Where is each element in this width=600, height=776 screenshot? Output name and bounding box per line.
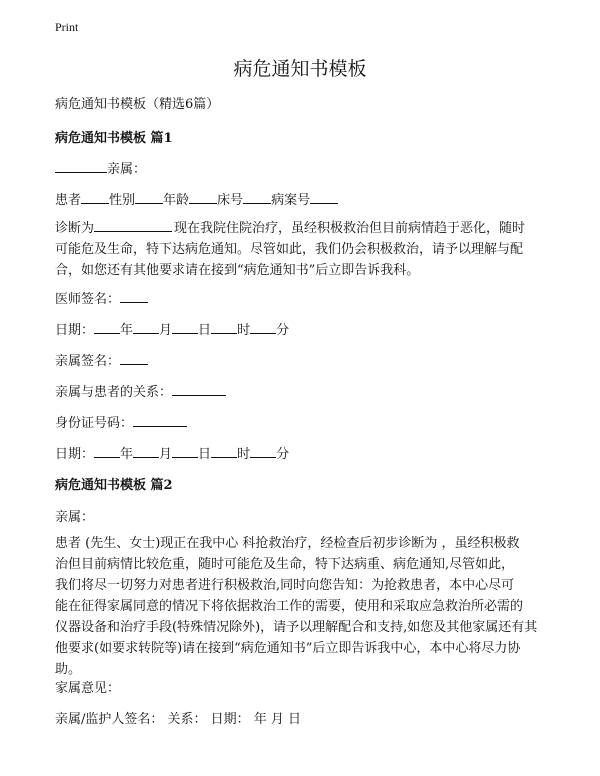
diagnosis-line [55,217,555,239]
document-subtitle: 病危通知书模板（精选6篇） [55,97,220,112]
relationship-line [55,381,226,400]
date-blank [133,319,159,334]
date-blank [133,443,159,458]
notice-paragraph [55,533,555,680]
date-unit: 月 [159,323,173,338]
date-blank [94,443,120,458]
id-number-line [55,412,187,431]
date-unit: 日 [198,447,212,462]
date-blank [94,319,120,334]
doctor-sign-line [55,288,148,307]
case-number-field-blank [310,189,338,204]
date-unit: 日 [198,323,212,338]
relative-sign-label: 亲属签名： [55,354,121,369]
date-blank [211,443,237,458]
section-1-heading: 病危通知书模板 篇1 [55,131,173,146]
patient-field-label: 患者 [55,193,82,208]
notice-line: 能在征得家属同意的情况下将依据救治工作的需要，使用和采取应急救治所必需的 [55,599,524,614]
relatives-label: 亲属： [107,162,147,177]
date-blank [172,319,198,334]
notice-line: 我们将尽一切努力对患者进行积极救治,同时向您告知：为抢救患者，本中心尽可 [55,578,515,593]
date-label: 日期： [55,447,95,462]
patient-field-blank [81,189,109,204]
relative-sign-blank [120,350,148,365]
date-blank [172,443,198,458]
gender-field-blank [135,189,163,204]
bed-field-blank [243,189,271,204]
relationship-blank [172,381,226,396]
diagnosis-line: 合，如您还有其他要求请在接到“病危通知书”后立即告诉我科。 [55,263,420,278]
date-blank [250,443,276,458]
notice-line: 患者 (先生、女士)现正在我中心 科抢救治疗，经检查后初步诊断为 ，虽经积极救 [55,536,520,551]
guardian-sign-line: 亲属/监护人签名： 关系： 日期： 年 月 日 [55,712,302,727]
date-blank [211,319,237,334]
date-unit: 月 [159,447,173,462]
relatives-blank [55,158,107,173]
bed-field-label: 床号 [217,193,244,208]
case-number-field-label: 病案号 [271,193,311,208]
date-line [55,319,289,338]
doctor-sign-blank [120,288,148,303]
notice-line: 治但目前病情比较危重，随时可能危及生命，特下达病重、病危通知,尽管如此， [55,557,515,572]
print-link[interactable]: Print [55,20,79,34]
id-number-label: 身份证号码： [55,416,134,431]
doctor-sign-label: 医师签名： [55,292,121,307]
page-title: 病危通知书模板 [233,58,367,80]
diagnosis-paragraph [55,217,555,281]
date-label: 日期： [55,323,95,338]
family-opinion-line: 家属意见： [55,681,121,696]
diagnosis-prefix: 诊断为 [55,221,95,236]
age-field-label: 年龄 [163,193,190,208]
relationship-label: 亲属与患者的关系： [55,385,173,400]
date-blank [250,319,276,334]
date-unit: 分 [276,447,290,462]
id-number-blank [133,412,187,427]
diagnosis-line: 可能危及生命，特下达病危通知。尽管如此，我们仍会积极救治，请予以理解与配 [55,242,524,257]
section-2-heading: 病危通知书模板 篇2 [55,478,173,493]
date-unit: 年 [120,447,134,462]
date-line-2 [55,443,289,462]
date-unit: 时 [237,323,251,338]
gender-field-label: 性别 [109,193,136,208]
patient-fields-line [55,189,338,208]
date-unit: 年 [120,323,134,338]
age-field-blank [189,189,217,204]
notice-line: 仪器设备和治疗手段(特殊情况除外)，请予以理解配合和支持,如您及其他家属还有其 [55,620,538,635]
diagnosis-blank [94,217,172,232]
date-unit: 分 [276,323,290,338]
notice-line: 他要求(如要求转院等)请在接到“病危通知书”后立即告诉我中心，本中心将尽力协 [55,641,521,656]
date-unit: 时 [237,447,251,462]
notice-line: 助。 [55,662,82,677]
relatives-line [55,158,146,177]
relative-sign-line [55,350,148,369]
diagnosis-text: 现在我院住院治疗，虽经积极救治但目前病情趋于恶化，随时 [174,221,526,236]
relatives-line-2: 亲属： [55,510,95,525]
